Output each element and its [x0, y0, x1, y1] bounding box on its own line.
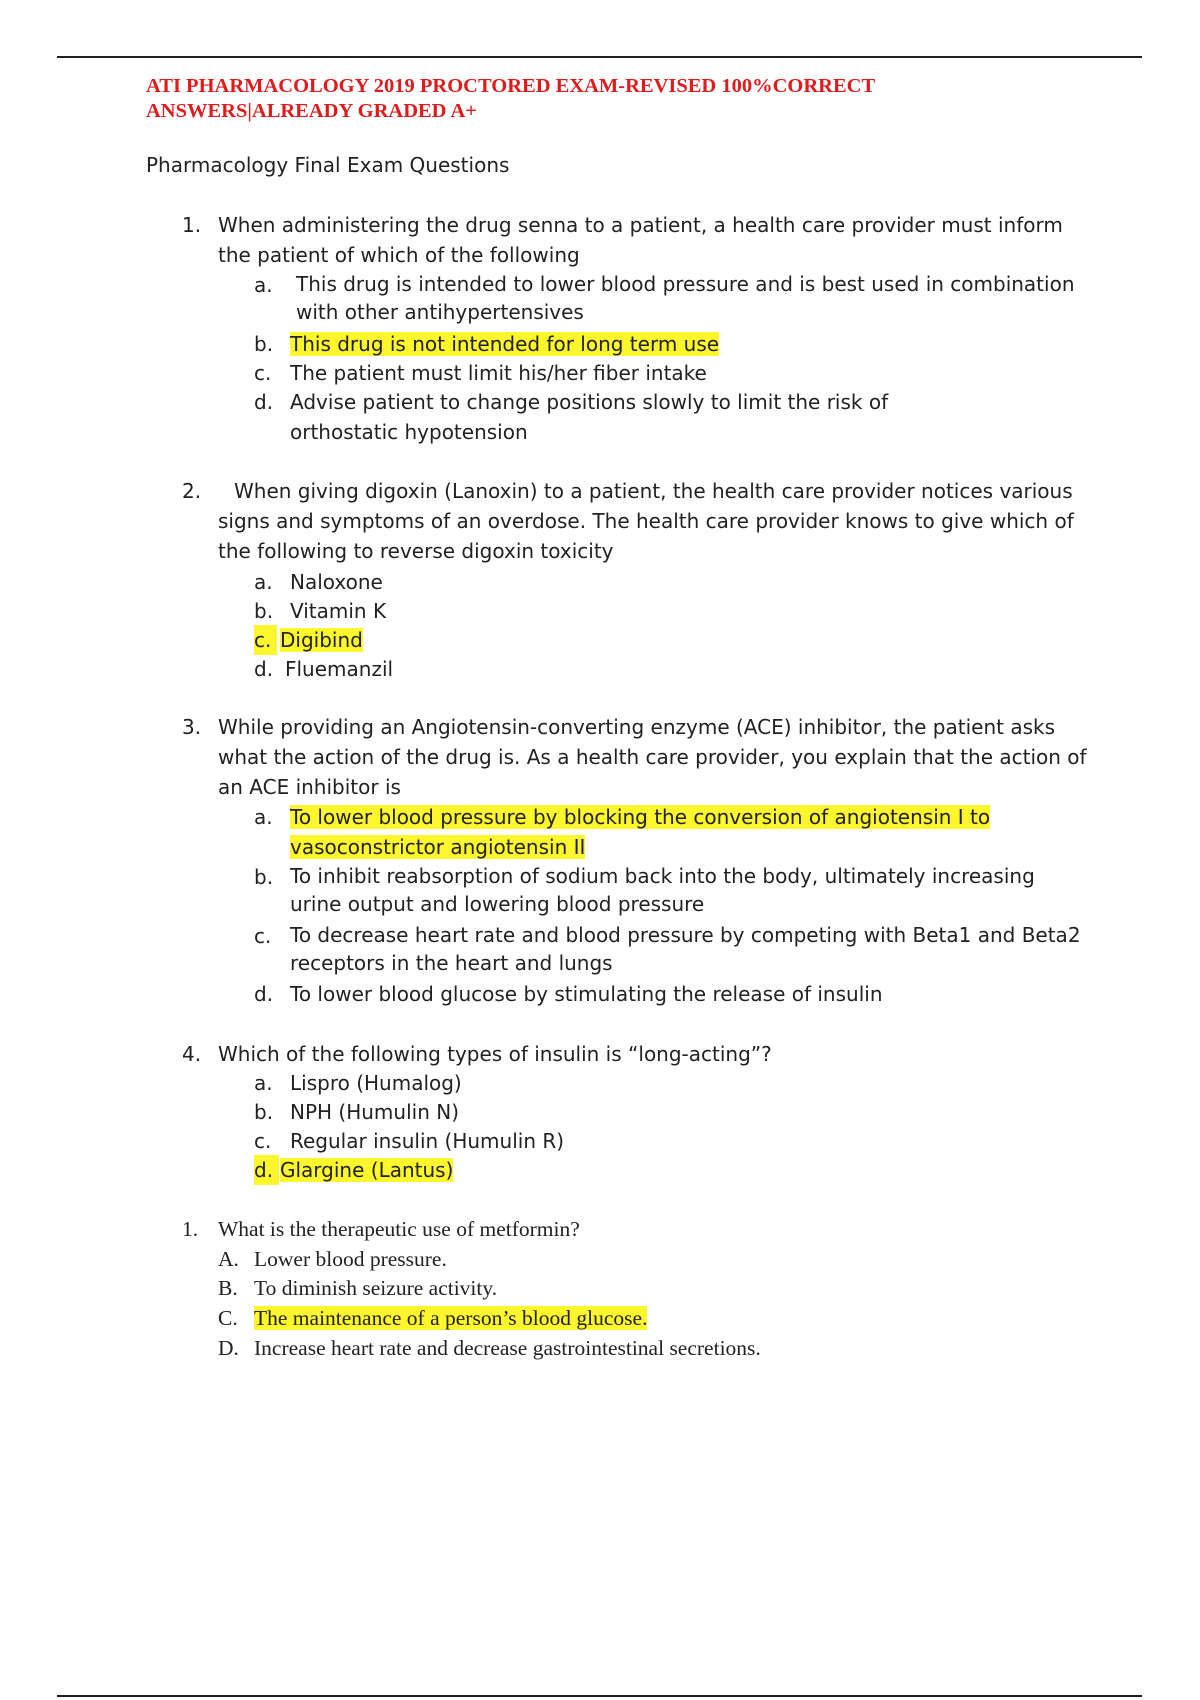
option-label: d. — [254, 390, 274, 414]
title-line-1: ATI PHARMACOLOGY 2019 PROCTORED EXAM-REVISED 100%CORRECT — [146, 75, 876, 97]
option-label: a. — [254, 570, 273, 594]
option-label: B. — [218, 1276, 238, 1300]
option-label: c. — [254, 924, 272, 948]
section-subtitle: Pharmacology Final Exam Questions — [146, 153, 510, 177]
option-text: This drug is intended to lower blood pressure and is best used in combination with other antihypertensives — [296, 272, 1075, 324]
bottom-rule — [57, 1695, 1142, 1697]
option-text-wrap — [290, 329, 1090, 359]
option-text: NPH (Humulin N) — [290, 1100, 460, 1124]
option-label: a. — [254, 805, 273, 829]
option-label: C. — [218, 1306, 238, 1330]
question-number: 3. — [182, 715, 202, 739]
option-text: The patient must limit his/her fiber intake — [290, 361, 707, 385]
option-text: Vitamin K — [290, 599, 387, 623]
option-text: Regular insulin (Humulin R) — [290, 1129, 565, 1153]
question-text: While providing an Angiotensin-converting enzyme (ACE) inhibitor, the patient asks what the action of the drug is. As a health care provider, you explain that the action of an ACE inhibitor is — [218, 715, 1087, 799]
correct-answer-highlight: Glargine (Lantus) — [280, 1158, 454, 1182]
option-text: Advise patient to change positions slowly to limit the risk of orthostatic hypotension — [290, 390, 889, 444]
option-label: D. — [218, 1336, 239, 1360]
option-text-wrap — [280, 1155, 1080, 1185]
option-text: Lispro (Humalog) — [290, 1071, 462, 1095]
correct-answer-highlight: This drug is not intended for long term use — [290, 332, 720, 356]
question-number: 2. — [182, 479, 202, 503]
option-label: a. — [254, 273, 273, 297]
option-text: To diminish seizure activity. — [254, 1276, 498, 1300]
option-text: To inhibit reabsorption of sodium back into the body, ultimately increasing urine output and lowering blood pressure — [290, 864, 1035, 916]
option-text: Fluemanzil — [285, 657, 394, 681]
option-text: To lower blood glucose by stimulating the release of insulin — [290, 982, 883, 1006]
correct-answer-highlight: To lower blood pressure by blocking the conversion of angiotensin I to vasoconstrictor angiotensin II — [290, 805, 991, 859]
title-line-2: ANSWERS|ALREADY GRADED A+ — [146, 100, 477, 122]
question-number: 4. — [182, 1042, 202, 1066]
option-label: c. — [254, 361, 272, 385]
correct-answer-highlight: Digibind — [280, 628, 363, 652]
option-text-wrap — [290, 802, 1010, 862]
option-label: A. — [218, 1247, 239, 1271]
option-label: d. — [254, 1155, 279, 1185]
option-text: Naloxone — [290, 570, 383, 594]
option-label: b. — [254, 1100, 274, 1124]
question-text: When giving digoxin (Lanoxin) to a patient, the health care provider notices various signs and symptoms of an overdose. The health care provider knows to give which of the following to reverse digoxin toxicity — [218, 479, 1074, 563]
option-text-wrap — [254, 1303, 1054, 1333]
option-label: d. — [254, 982, 274, 1006]
option-text: Lower blood pressure. — [254, 1247, 447, 1271]
question-text: When administering the drug senna to a patient, a health care provider must inform the patient of which of the following — [218, 213, 1063, 267]
question-text: Which of the following types of insulin is “long-acting”? — [218, 1042, 772, 1066]
option-label: c. — [254, 625, 277, 655]
correct-answer-highlight: The maintenance of a person’s blood glucose. — [254, 1306, 648, 1330]
option-label: b. — [254, 599, 274, 623]
option-label: b. — [254, 332, 274, 356]
option-text: To decrease heart rate and blood pressure by competing with Beta1 and Beta2 receptors in the heart and lungs — [290, 923, 1081, 975]
top-rule — [57, 56, 1142, 58]
option-text: Increase heart rate and decrease gastrointestinal secretions. — [254, 1336, 761, 1360]
option-label: c. — [254, 1129, 272, 1153]
document-title — [146, 74, 1106, 124]
option-label: d. — [254, 657, 274, 681]
option-text-wrap — [280, 625, 1080, 655]
question-number: 1. — [182, 1217, 199, 1241]
question-text: What is the therapeutic use of metformin? — [218, 1217, 580, 1241]
option-label: a. — [254, 1071, 273, 1095]
question-number: 1. — [182, 213, 202, 237]
option-label: b. — [254, 865, 274, 889]
